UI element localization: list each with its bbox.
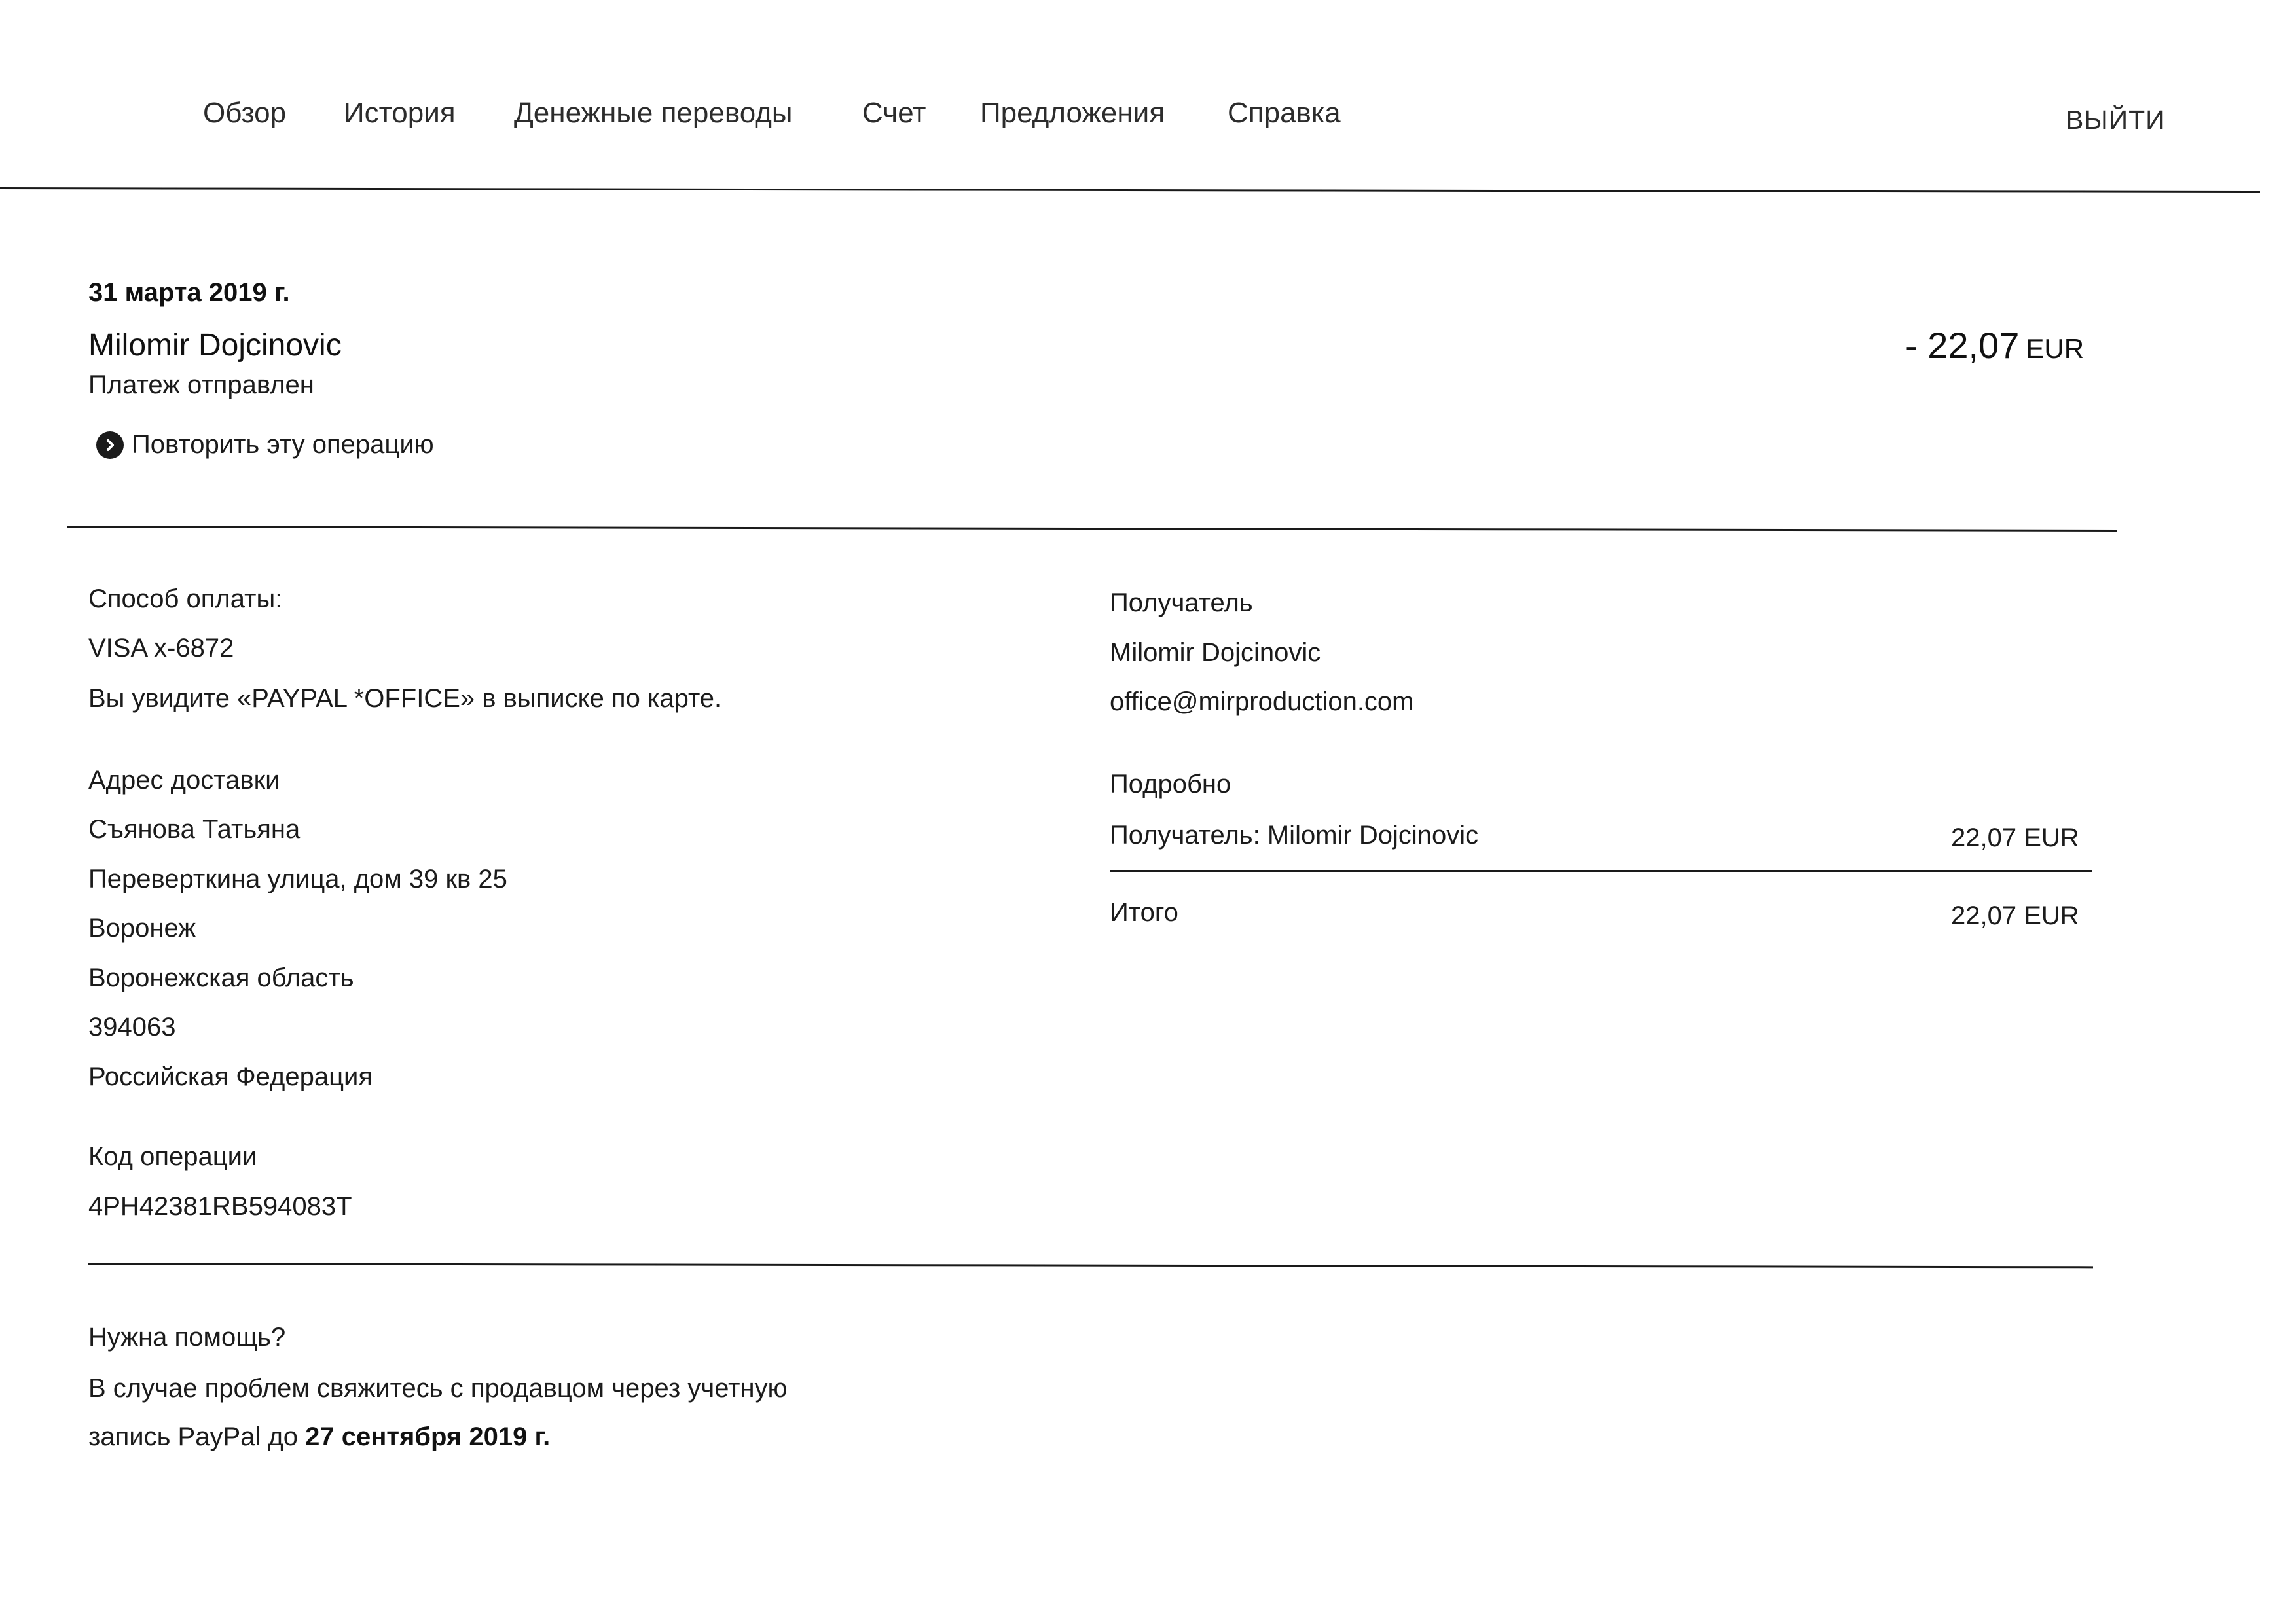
help-deadline-date: 27 сентября 2019 г. <box>305 1422 551 1451</box>
operation-code: 4PH42381RB594083T <box>88 1192 352 1221</box>
address-line: Переверткина улица, дом 39 кв 25 <box>88 865 507 893</box>
details-row-amount: 22,07 EUR <box>1951 823 2079 852</box>
header-divider <box>67 526 2117 532</box>
help-title: Нужна помощь? <box>88 1323 286 1352</box>
amount-value: - 22,07 <box>1905 325 2020 366</box>
total-label: Итого <box>1110 898 1178 927</box>
payee-name: Milomir Dojcinovic <box>88 328 342 363</box>
body-divider <box>88 1263 2093 1268</box>
amount-currency: EUR <box>2026 333 2085 364</box>
statement-note: Вы увидите «PAYPAL *OFFICE» в выписке по карте. <box>88 684 722 713</box>
logout-link[interactable]: ВЫЙТИ <box>2066 105 2166 135</box>
recipient-label: Получатель <box>1110 588 1253 617</box>
operation-code-label: Код операции <box>88 1142 257 1171</box>
recipient-email: office@mirproduction.com <box>1110 687 1414 716</box>
nav-divider <box>0 187 2260 193</box>
details-divider <box>1110 870 2092 872</box>
address-line: Воронежская область <box>88 964 354 992</box>
recipient-name: Milomir Dojcinovic <box>1110 638 1321 667</box>
help-line-2-prefix: запись PayPal до <box>88 1422 306 1451</box>
payment-method-label: Способ оплаты: <box>88 585 283 613</box>
payment-card: VISA x-6872 <box>88 634 234 662</box>
help-line-1: В случае проблем свяжитесь с продавцом через учетную <box>88 1374 788 1403</box>
total-amount: 22,07 EUR <box>1951 901 2079 930</box>
help-line-2 <box>88 1422 550 1452</box>
nav-item-account[interactable]: Счет <box>862 97 926 129</box>
chevron-right-icon <box>96 431 124 459</box>
nav-item-transfers[interactable]: Денежные переводы <box>514 97 793 129</box>
address-line: Съянова Татьяна <box>88 815 301 844</box>
payment-status: Платеж отправлен <box>88 370 314 399</box>
nav-item-history[interactable]: История <box>344 97 456 129</box>
address-line: Воронеж <box>88 914 196 943</box>
nav-item-help[interactable]: Справка <box>1228 97 1341 129</box>
transaction-amount <box>1905 324 2084 367</box>
repeat-operation-label: Повторить эту операцию <box>132 430 434 459</box>
address-line: 394063 <box>88 1013 176 1041</box>
nav-item-overview[interactable]: Обзор <box>203 97 287 129</box>
transaction-date: 31 марта 2019 г. <box>88 278 290 307</box>
shipping-address-label: Адрес доставки <box>88 766 280 795</box>
details-row-label: Получатель: Milomir Dojcinovic <box>1110 821 1479 850</box>
address-line: Российская Федерация <box>88 1062 373 1091</box>
details-label: Подробно <box>1110 770 1231 799</box>
nav-item-offers[interactable]: Предложения <box>980 97 1165 129</box>
repeat-operation-link[interactable] <box>96 430 434 460</box>
